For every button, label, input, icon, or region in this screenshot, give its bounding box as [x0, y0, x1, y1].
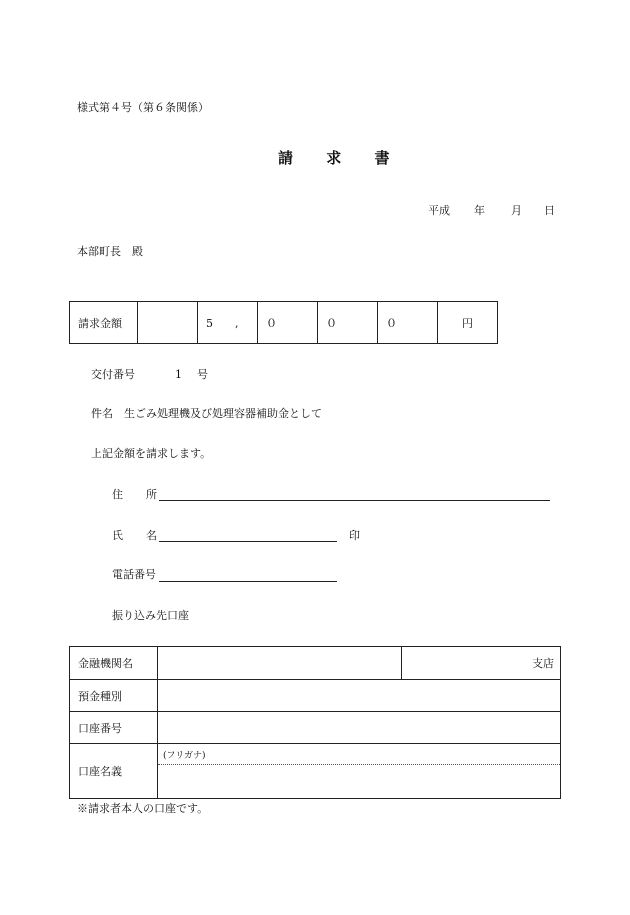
bank-account-table — [69, 646, 561, 799]
account-name-wrapper — [158, 744, 560, 798]
subject-label: 件名 — [91, 407, 113, 420]
amount-digit-cell — [138, 302, 198, 344]
subject-text: 生ごみ処理機及び処理容器補助金として — [124, 407, 322, 420]
date-era: 平成 — [428, 204, 450, 217]
deposit-type-label: 預金種別 — [70, 680, 158, 712]
institution-field[interactable] — [158, 647, 402, 680]
issue-number-suffix: 号 — [197, 368, 208, 381]
amount-unit: 円 — [438, 302, 498, 344]
institution-label: 金融機関名 — [70, 647, 158, 680]
table-row — [70, 647, 561, 680]
deposit-type-field[interactable] — [158, 680, 561, 712]
amount-digit-cell: ０ — [258, 302, 318, 344]
amount-table — [69, 301, 498, 344]
request-statement: 上記金額を請求します。 — [91, 447, 212, 460]
account-number-field[interactable] — [158, 712, 561, 744]
branch-field[interactable] — [402, 647, 561, 680]
addressee: 本部町長 殿 — [77, 245, 143, 258]
table-row — [70, 680, 561, 712]
amount-label: 請求金額 — [70, 302, 138, 344]
account-number-label: 口座番号 — [70, 712, 158, 744]
amount-digit-cell: 5 , — [198, 302, 258, 344]
phone-label: 電話番号 — [112, 568, 156, 581]
account-name-field[interactable] — [158, 744, 561, 799]
date-month: 月 — [511, 204, 522, 217]
table-row — [70, 744, 561, 799]
table-row — [70, 712, 561, 744]
address-label: 住 — [112, 488, 123, 501]
amount-row — [70, 302, 498, 344]
amount-digit-cell: ０ — [378, 302, 438, 344]
name-field[interactable] — [159, 541, 337, 542]
furigana-divider — [158, 764, 560, 765]
bank-account-heading: 振り込み先口座 — [112, 609, 189, 622]
branch-suffix: 支店 — [532, 657, 554, 670]
account-name-label: 口座名義 — [70, 744, 158, 799]
account-note: ※請求者本人の口座です。 — [77, 802, 209, 815]
phone-field[interactable] — [159, 581, 337, 582]
date-day: 日 — [544, 204, 555, 217]
seal-mark: 印 — [349, 529, 360, 542]
amount-digit-cell: ０ — [318, 302, 378, 344]
name-label: 名 — [146, 529, 157, 542]
form-number: 様式第４号（第６条関係） — [77, 101, 209, 114]
issue-number-label: 交付番号 — [91, 368, 135, 381]
name-label: 氏 — [112, 529, 123, 542]
issue-number-value: 1 — [175, 368, 182, 381]
date-year: 年 — [474, 204, 485, 217]
address-field[interactable] — [159, 500, 550, 501]
document-title: 請 求 書 — [278, 149, 404, 167]
furigana-label: (フリガナ) — [163, 751, 206, 761]
address-label: 所 — [146, 488, 157, 501]
